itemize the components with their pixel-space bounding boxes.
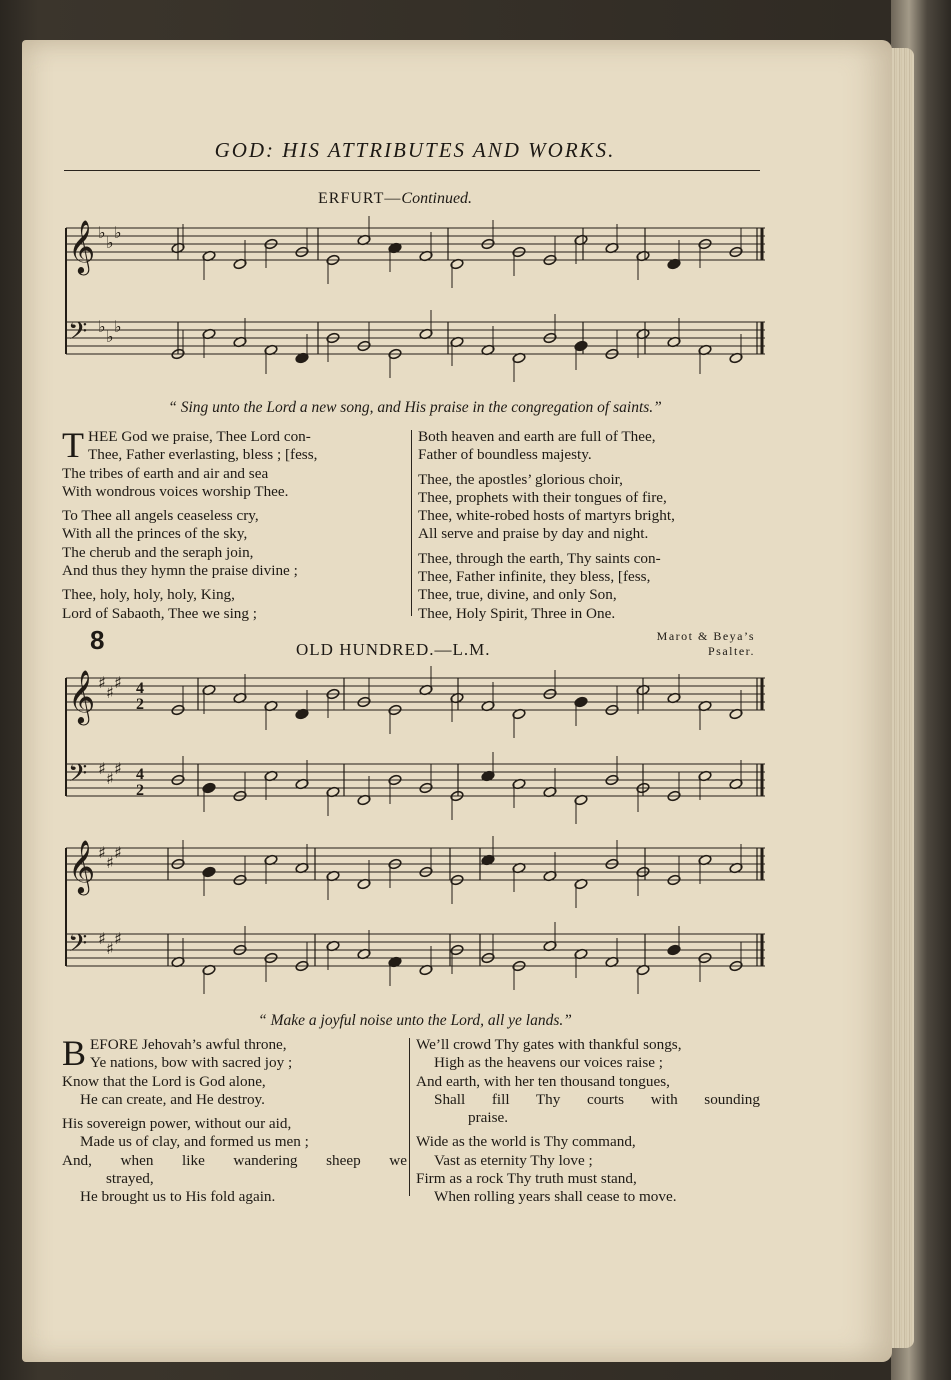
verse-line: Know that the Lord is God alone, — [62, 1072, 266, 1090]
sharp-icon: ♯ — [114, 759, 122, 778]
flat-icon: ♭ — [114, 317, 122, 336]
verse-line: Thee, through the earth, Thy saints con- — [418, 549, 661, 567]
verse-line: Shall fill Thy courts with sounding — [434, 1090, 760, 1108]
bass-clef-icon: 𝄢 — [68, 317, 88, 352]
time-signature-bottom: 2 — [136, 696, 144, 713]
flat-icon: ♭ — [106, 327, 114, 346]
treble-clef-icon: 𝄞 — [68, 219, 96, 273]
attribution-line: Psalter. — [708, 644, 755, 658]
attribution-line: Marot & Beya’s — [656, 629, 755, 643]
verse-line: Both heaven and earth are full of Thee, — [418, 428, 656, 445]
verse-line: HEE God we praise, Thee Lord con- — [88, 428, 311, 445]
verse-line: All serve and praise by day and night. — [418, 525, 649, 543]
dropcap-t: T — [62, 425, 84, 465]
tune-title-erfurt — [318, 190, 472, 208]
treble-staff — [66, 666, 765, 738]
treble-clef-icon: 𝄞 — [68, 839, 96, 893]
continued-label: Continued. — [401, 190, 473, 207]
verse-line: And, when like wandering sheep we — [62, 1151, 407, 1169]
verse-line: praise. — [468, 1109, 509, 1127]
time-signature-top: 4 — [136, 680, 144, 697]
verse-line: When rolling years shall cease to move. — [434, 1188, 677, 1206]
sharp-icon: ♯ — [98, 929, 106, 948]
bass-staff — [66, 310, 765, 382]
scripture-quote-1: “ Sing unto the Lord a new song, and His praise in the congregation of saints.” — [168, 399, 662, 416]
verse-line: We’ll crowd Thy gates with thankful songs, — [416, 1036, 682, 1053]
verse-line: He can create, and He destroy. — [80, 1090, 265, 1108]
verse-line: Thee, Father infinite, they bless, [fess, — [418, 568, 651, 586]
verse-line: Thee, the apostles’ glorious choir, — [418, 470, 623, 488]
hymn1-right-column — [418, 428, 768, 623]
verse-line: Ye nations, bow with sacred joy ; — [90, 1054, 293, 1072]
music-score-erfurt — [60, 210, 770, 385]
verse-line: Thee, holy, holy, holy, King, — [62, 586, 235, 604]
tune-attribution — [560, 629, 755, 659]
hymn2-right-column — [416, 1036, 760, 1207]
verse-line: The cherub and the seraph join, — [62, 543, 254, 561]
verse-line: To Thee all angels ceaseless cry, — [62, 507, 259, 525]
sharp-icon: ♯ — [106, 683, 114, 702]
verse-line: Thee, Holy Spirit, Three in One. — [418, 604, 616, 622]
flat-icon: ♭ — [98, 223, 106, 242]
verse-line: EFORE Jehovah’s awful throne, — [90, 1036, 287, 1053]
verse-line: strayed, — [106, 1170, 154, 1188]
verse-line: The tribes of earth and air and sea — [62, 464, 269, 482]
column-divider — [411, 430, 412, 616]
verse-line: And earth, with her ten thousand tongues, — [416, 1072, 670, 1090]
verse-line: He brought us to His fold again. — [80, 1188, 276, 1206]
column-divider — [409, 1038, 410, 1196]
verse-line: High as the heavens our voices raise ; — [434, 1054, 664, 1072]
sharp-icon: ♯ — [98, 759, 106, 778]
verse-line: Vast as eternity Thy love ; — [434, 1151, 593, 1169]
hymn-number: 8 — [90, 625, 105, 655]
sharp-icon: ♯ — [114, 673, 122, 692]
flat-icon: ♭ — [106, 233, 114, 252]
tune-name: ERFURT— — [318, 190, 402, 207]
tune-title-old-hundred: OLD HUNDRED.—L.M. — [296, 640, 491, 659]
verse-line: Thee, white-robed hosts of martyrs bright, — [418, 507, 675, 525]
verse-line: Firm as a rock Thy truth must stand, — [416, 1170, 637, 1188]
hymn1-left-column — [62, 425, 410, 623]
bass-clef-icon: 𝄢 — [68, 929, 88, 964]
verse-line: Wide as the world is Thy command, — [416, 1133, 636, 1151]
sharp-icon: ♯ — [106, 769, 114, 788]
verse-line: Thee, prophets with their tongues of fire, — [418, 488, 667, 506]
verse-line: Made us of clay, and formed us men ; — [80, 1133, 309, 1151]
verse-line: With all the princes of the sky, — [62, 525, 248, 543]
verse-line: Lord of Sabaoth, Thee we sing ; — [62, 604, 258, 622]
time-signature-bottom: 2 — [136, 782, 144, 799]
music-score-old-hundred-1 — [60, 660, 770, 825]
verse-line: With wondrous voices worship Thee. — [62, 482, 289, 500]
flat-icon: ♭ — [114, 223, 122, 242]
verse-line: His sovereign power, without our aid, — [62, 1115, 292, 1133]
sharp-icon: ♯ — [114, 843, 122, 862]
verse-line: And thus they hymn the praise divine ; — [62, 562, 298, 580]
sharp-icon: ♯ — [98, 843, 106, 862]
treble-staff — [66, 836, 765, 908]
running-title: GOD: HIS ATTRIBUTES AND WORKS. — [214, 138, 616, 162]
verse-line: Thee, true, divine, and only Son, — [418, 586, 617, 604]
sharp-icon: ♯ — [114, 929, 122, 948]
bass-clef-icon: 𝄢 — [68, 759, 88, 794]
scripture-quote-2: “ Make a joyful noise unto the Lord, all ye lands.” — [258, 1012, 572, 1029]
bass-staff — [66, 752, 765, 824]
verse-line: Father of boundless majesty. — [418, 446, 592, 464]
sharp-icon: ♯ — [106, 853, 114, 872]
treble-staff — [66, 216, 765, 288]
verse-line: Thee, Father everlasting, bless ; [fess, — [88, 446, 318, 464]
music-score-old-hundred-2 — [60, 830, 770, 1000]
sharp-icon: ♯ — [106, 939, 114, 958]
treble-clef-icon: 𝄞 — [68, 669, 96, 723]
header-rule — [64, 170, 760, 171]
dropcap-b: B — [62, 1033, 87, 1073]
bass-staff — [66, 922, 765, 994]
hymn2-left-column — [62, 1033, 407, 1207]
time-signature-top: 4 — [136, 766, 144, 783]
sharp-icon: ♯ — [98, 673, 106, 692]
flat-icon: ♭ — [98, 317, 106, 336]
